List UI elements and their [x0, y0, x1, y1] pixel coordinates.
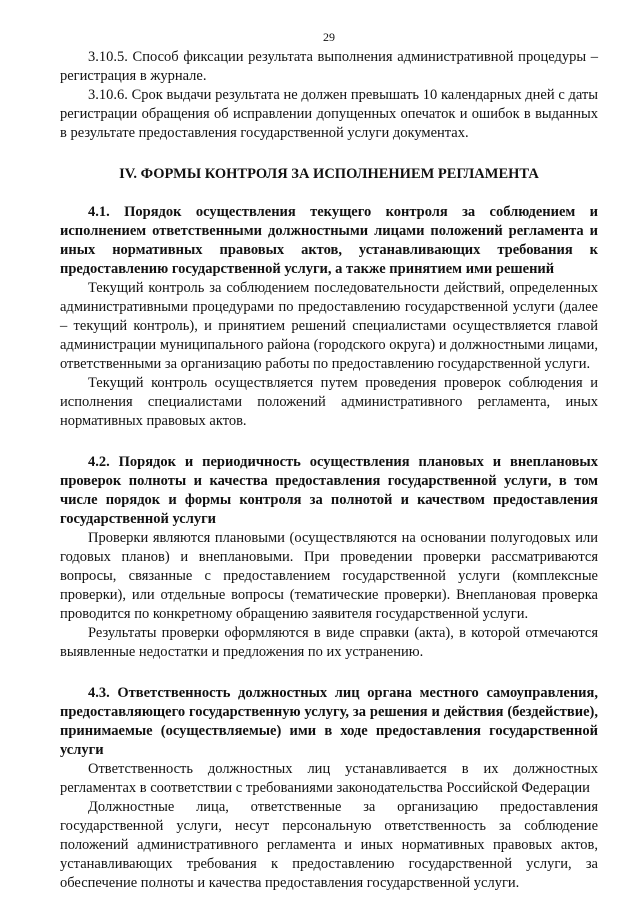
paragraph-4-3-b: Должностные лица, ответственные за организацию предоставления государственной услуги, несут персональную ответственность за соблюдение положений административного регламента и иных нормативных правовых актов, устанавливающих требования к предоставлению государственной услуги, за обеспечение полноты и качества предоставления государственной услуги. — [60, 799, 598, 891]
paragraph-4-1-a: Текущий контроль за соблюдением последовательности действий, определенных административными процедурами по предоставлению государственной услуги (далее – текущий контроль), и принятием решений специалистами осуществляется главой администрации муниципального района (городского округа) и должностными лицами, ответственными за организацию работы по предоставлению государственной услуги. — [60, 280, 598, 372]
paragraph-4-2-b: Результаты проверки оформляются в виде справки (акта), в которой отмечаются выявленные недостатки и предложения по их устранению. — [60, 625, 598, 660]
paragraph-4-2-a: Проверки являются плановыми (осуществляются на основании полугодовых или годовых планов) и внеплановыми. При проведении проверки рассматриваются вопросы, связанные с предоставлением государственной услуги (комплексные проверки), или отдельные вопросы (тематические проверки). Внеплановая проверка проводится по конкретному обращению заявителя государственной услуги. — [60, 530, 598, 622]
heading-4-1: 4.1. Порядок осуществления текущего контроля за соблюдением и исполнением ответственными должностными лицами положений регламента и иных нормативных правовых актов, устанавливающих требования к предоставлению государственной услуги, а также принятием ими решений — [60, 204, 598, 277]
heading-4-3: 4.3. Ответственность должностных лиц органа местного самоуправления, предоставляющего государственную услугу, за решения и действия (бездействие), принимаемые (осуществляемые) ими в ходе предоставления государственной услуги — [60, 685, 598, 758]
paragraph-3-10-5: 3.10.5. Способ фиксации результата выполнения административной процедуры – регистрация в журнале. — [60, 49, 598, 84]
paragraph-4-1-b: Текущий контроль осуществляется путем проведения проверок соблюдения и исполнения специалистами положений административного регламента, иных нормативных правовых актов. — [60, 375, 598, 429]
section-title: IV. ФОРМЫ КОНТРОЛЯ ЗА ИСПОЛНЕНИЕМ РЕГЛАМЕНТА — [119, 166, 539, 182]
page-number: 29 — [323, 30, 335, 44]
heading-4-2: 4.2. Порядок и периодичность осуществления плановых и внеплановых проверок полноты и качества предоставления государственной услуги, в том числе порядок и формы контроля за полнотой и качеством предоставления государственной услуги — [60, 454, 598, 527]
spacer — [60, 431, 598, 453]
spacer — [60, 662, 598, 684]
document-page — [60, 30, 598, 893]
paragraph-3-10-6: 3.10.6. Срок выдачи результата не должен превышать 10 календарных дней с даты регистрации обращения об исправлении допущенных опечаток и ошибок в выданных в результате предоставления государственной услуги документах. — [60, 87, 598, 141]
paragraph-4-3-a: Ответственность должностных лиц устанавливается в их должностных регламентах в соответствии с требованиями законодательства Российской Федерации — [60, 761, 598, 796]
